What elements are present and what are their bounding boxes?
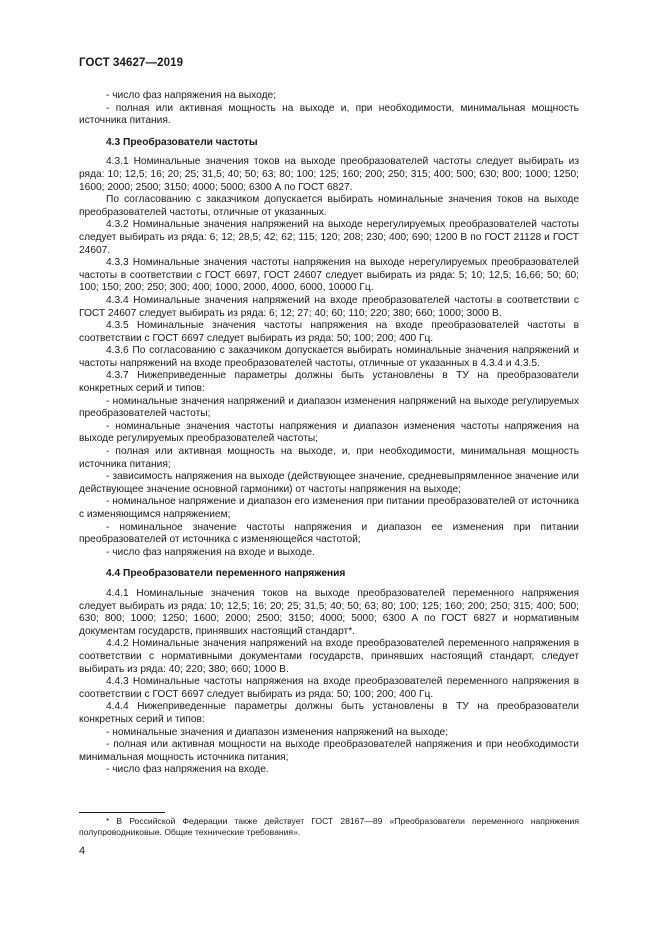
footnote: * В Российской Федерации также действует ГОСТ 28167—89 «Преобразователи переменного напряжения полупроводниковые. Общие технические требования». bbox=[79, 816, 579, 837]
page-number: 4 bbox=[79, 845, 86, 857]
paragraph: - число фаз напряжения на выходе; bbox=[106, 90, 277, 101]
paragraph: 4.4.4 Нижеприведенные параметры должны быть установлены в ТУ на преобразователи конкретных серий и типов: bbox=[79, 701, 579, 725]
paragraph: 4.3.4 Номинальные значения напряжений на входе преобразователей частоты в соответствии с ГОСТ 24607 следует выбирать из ряда: 6; 12; 27; 40; 60; 110; 220; 380; 660; 1000; 3000 В. bbox=[79, 294, 579, 319]
paragraph: 4.3.5 Номинальные значения частоты напряжения на входе преобразователей частоты в соответствии с ГОСТ 6697 следует выбирать из ряда: 50; 100; 200; 400 Гц. bbox=[79, 320, 579, 344]
paragraph: 4.3.2 Номинальные значения напряжений на выходе нерегулируемых преобразователей частоты следует выбирать из ряда: 6; 12; 28,5; 42; 62; 115; 120; 208; 230; 400; 690; 1200 В по ГОСТ 21128 и ГОСТ 24607. bbox=[79, 219, 579, 256]
section-heading: 4.3 Преобразователи частоты bbox=[106, 136, 258, 148]
paragraph: 4.4.3 Номинальные частоты напряжения на входе преобразователей переменного напряжения в соответствии с ГОСТ 6697 следует выбирать из ряда: 50; 100; 200; 400 Гц. bbox=[79, 676, 579, 700]
paragraph: - номинальные значения и диапазон изменения напряжений на выходе; bbox=[106, 726, 449, 738]
footnote-divider bbox=[79, 812, 165, 813]
paragraph: - зависимость напряжения на выходе (действующее значение, средневыпрямленное значение или действующее значение основной гармоники) от частоты напряжения на выходе; bbox=[79, 471, 579, 495]
paragraph: - полная или активная мощность на выходе и, при необходимости, минимальная мощность источника питания. bbox=[79, 102, 579, 127]
paragraph: - номинальные значения напряжений и диапазон изменения напряжений на выходе регулируемых преобразователей частоты; bbox=[79, 395, 579, 420]
paragraph: - номинальное напряжение и диапазон его изменения при питании преобразователей от источника с изменяющимся напряжением; bbox=[79, 496, 579, 520]
section-heading: 4.4 Преобразователи переменного напряжения bbox=[106, 568, 346, 580]
paragraph: - число фаз напряжения на входе и выходе. bbox=[106, 546, 315, 558]
paragraph: 4.3.3 Номинальные значения частоты напряжения на выходе нерегулируемых преобразователей частоты в соответствии с ГОСТ 6697, ГОСТ 24607 следует выбирать из ряда: 5; 10; 12,5; 16,66; 50; 60; 100; 150; 200; 250; 300; 400; 1000, 2000, 4000, 6000, 10000 Гц. bbox=[79, 257, 579, 294]
paragraph: - полная или активная мощность на выходе, и, при необходимости, минимальная мощность источника питания; bbox=[79, 446, 579, 470]
paragraph: По согласованию с заказчиком допускается выбирать номинальные значения токов на выходе преобразователей частоты, отличные от указанных. bbox=[79, 194, 579, 218]
paragraph: - полная или активная мощности на выходе преобразователей напряжения и при необходимости минимальная мощность источника питания; bbox=[79, 739, 579, 763]
document-body bbox=[79, 90, 579, 777]
paragraph: 4.4.2 Номинальные значения напряжений на входе преобразователей переменного напряжения в соответствии с нормативными документами государств, принявших настоящий стандарт, следует выбирать из ряда: 40; 220; 380; 660; 1000 В. bbox=[79, 638, 579, 675]
paragraph: - число фаз напряжения на входе. bbox=[106, 764, 269, 776]
paragraph: 4.3.7 Нижеприведенные параметры должны быть установлены в ТУ на преобразователи конкретных серий и типов: bbox=[79, 370, 579, 395]
paragraph: - номинальные значения частоты напряжения и диапазон изменения частоты напряжения на выходе регулируемых преобразователей частоты; bbox=[79, 420, 579, 445]
document-header: ГОСТ 34627—2019 bbox=[79, 57, 184, 69]
paragraph: 4.3.6 По согласованию с заказчиком допускается выбирать номинальные значения напряжений и частоты напряжений на входе преобразователей частоты, отличные от указанных в 4.3.4 и 4.3.5. bbox=[79, 345, 579, 369]
paragraph: - номинальное значение частоты напряжения и диапазон ее изменения при питании преобразователей от источника с изменяющейся частотой; bbox=[79, 521, 579, 546]
paragraph: 4.3.1 Номинальные значения токов на выходе преобразователей частоты следует выбирать из ряда: 10; 12,5; 16; 20; 25; 31,5; 40; 50; 63; 80; 100; 125; 160; 200; 250; 315; 400; 500; 630; 800; 1000; 1250; 1600; 2000; 2500; 3150; 4000; 5000; 6300 А по ГОСТ 6827. bbox=[79, 156, 579, 193]
paragraph: 4.4.1 Номинальные значения токов на выходе преобразователей переменного напряжения следует выбирать из ряда: 10; 12,5; 16; 20; 25; 31,5; 40; 50; 63; 80; 100; 125; 160; 200; 250; 315; 400; 500; 630; 800; 1000; 1250; 1600; 2000; 2500; 3150; 4000; 5000; 6300 А по ГОСТ 6827 и нормативным документам государств, принявших настоящий стандарт*. bbox=[79, 587, 579, 637]
